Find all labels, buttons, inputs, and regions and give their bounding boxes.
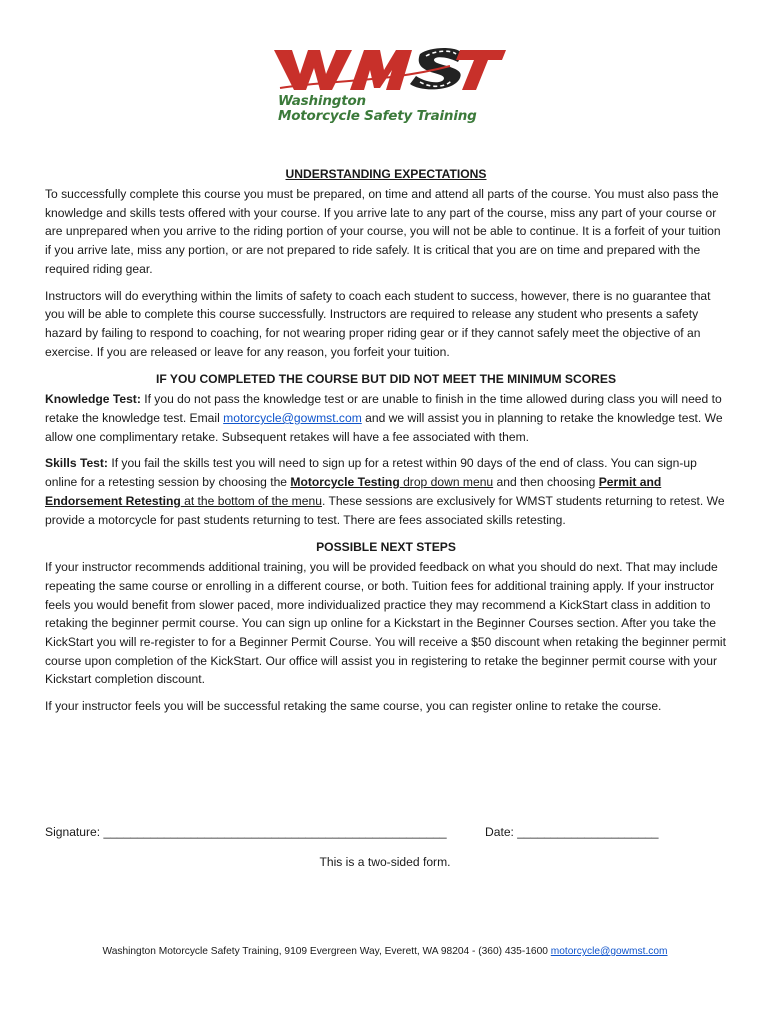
skills-test-paragraph: [45, 454, 727, 529]
logo-line-washington: Washington: [278, 93, 366, 109]
knowledge-test-label: Knowledge Test:: [45, 392, 141, 407]
knowledge-text-1: If you do not pass the knowledge test or are unable to finish in the time allowed during class you will need to retake the knowledge test. Email: [45, 392, 722, 426]
date-label: Date:: [485, 825, 514, 839]
section-heading-expectations: [45, 165, 727, 185]
wmst-logo: [270, 44, 510, 126]
knowledge-test-paragraph: [45, 390, 727, 446]
signature-label: Signature:: [45, 825, 101, 839]
skills-text-2: drop down menu: [399, 475, 494, 490]
heading-text: UNDERSTANDING EXPECTATIONS: [285, 167, 487, 181]
skills-text-5: . These sessions are exclusively for WMST students returning to retest. We provide a motorcycle for past students returning to test. There are fees associated skills retesting.: [45, 493, 725, 527]
footer-email-link[interactable]: motorcycle@gowmst.com: [550, 946, 668, 957]
date-field: [485, 825, 659, 839]
signature-row: [45, 825, 727, 839]
wmst-logo-mark: [270, 44, 510, 94]
footer-address: Washington Motorcycle Safety Training, 9109 Evergreen Way, Everett, WA 98204 - (360) 435-1600: [102, 946, 551, 957]
two-sided-note: This is a two-sided form.: [319, 855, 451, 869]
expectations-paragraph-1: To successfully complete this course you must be prepared, on time and attend all parts of the course. You must also pass the knowledge and skills tests offered with your course. If you arrive late to any part of the course, miss any part of your course or are unprepared when you arrive to the riding portion of your course, you will not be able to continue. It is a forfeit of your tuition if you arrive late, miss any portion, or are not prepared to ride safely. It is critical that you are on time and prepared with the required riding gear.: [45, 187, 721, 276]
next-steps-paragraph-1: If your instructor recommends additional training, you will be provided feedback on what you should do next. That may include repeating the same course or enrolling in a different course, or both. Tuition fees for additional training apply. If your instructor feels you would benefit from slower paced, more individualized practice they may recommend a KickStart class in addition to retaking the beginner permit course. You can sign up online for a Kickstart in the Beginner Courses section. After you take the KickStart you will re-register to for a Beginner Permit Course. You will receive a $50 discount when retaking the beginner permit course upon completion of the KickStart. Our office will assist you in registering to retake the beginner permit course with your Kickstart completion discount.: [45, 560, 726, 687]
skills-text-4: at the bottom of the menu: [180, 493, 322, 508]
logo-line-msf: Motorcycle Safety Training: [278, 108, 477, 124]
skills-text-1: If you fail the skills test you will need to sign up for a retest within 90 days of the end of class. You can sign-up online for a retesting session by choosing the: [45, 456, 697, 490]
email-link[interactable]: motorcycle@gowmst.com: [223, 411, 362, 426]
section-heading-next-steps: POSSIBLE NEXT STEPS: [316, 540, 456, 555]
knowledge-text-2: and we will assist you in planning to retake the knowledge test. We allow one complimentary retake. Subsequent retakes will have a fee associated with them.: [45, 411, 723, 444]
footer: [0, 946, 770, 957]
section-heading-min-scores: IF YOU COMPLETED THE COURSE BUT DID NOT MEET THE MINIMUM SCORES: [155, 372, 617, 387]
next-steps-paragraph-2: If your instructor feels you will be successful retaking the same course, you can register online to retake the course.: [45, 699, 662, 714]
skills-test-label: Skills Test:: [45, 456, 108, 471]
document-body: [45, 165, 727, 716]
skills-text-3: and then choosing: [493, 475, 599, 490]
signature-line[interactable]: ___________________________________________________: [103, 825, 447, 839]
menu-motorcycle-testing: Motorcycle Testing: [290, 475, 400, 490]
menu-permit-endorsement-retesting: Permit and Endorsement Retesting: [45, 475, 662, 508]
date-line[interactable]: _____________________: [517, 825, 659, 839]
expectations-paragraph-2: Instructors will do everything within the limits of safety to coach each student to success, however, there is no guarantee that you will be able to complete this course successfully. Instructors are required to release any student who presents a safety hazard by failing to respond to coaching, for not wearing proper riding gear or if they cannot safely meet the objective of an exercise. If you are released or leave for any reason, you forfeit your tuition.: [45, 288, 711, 359]
